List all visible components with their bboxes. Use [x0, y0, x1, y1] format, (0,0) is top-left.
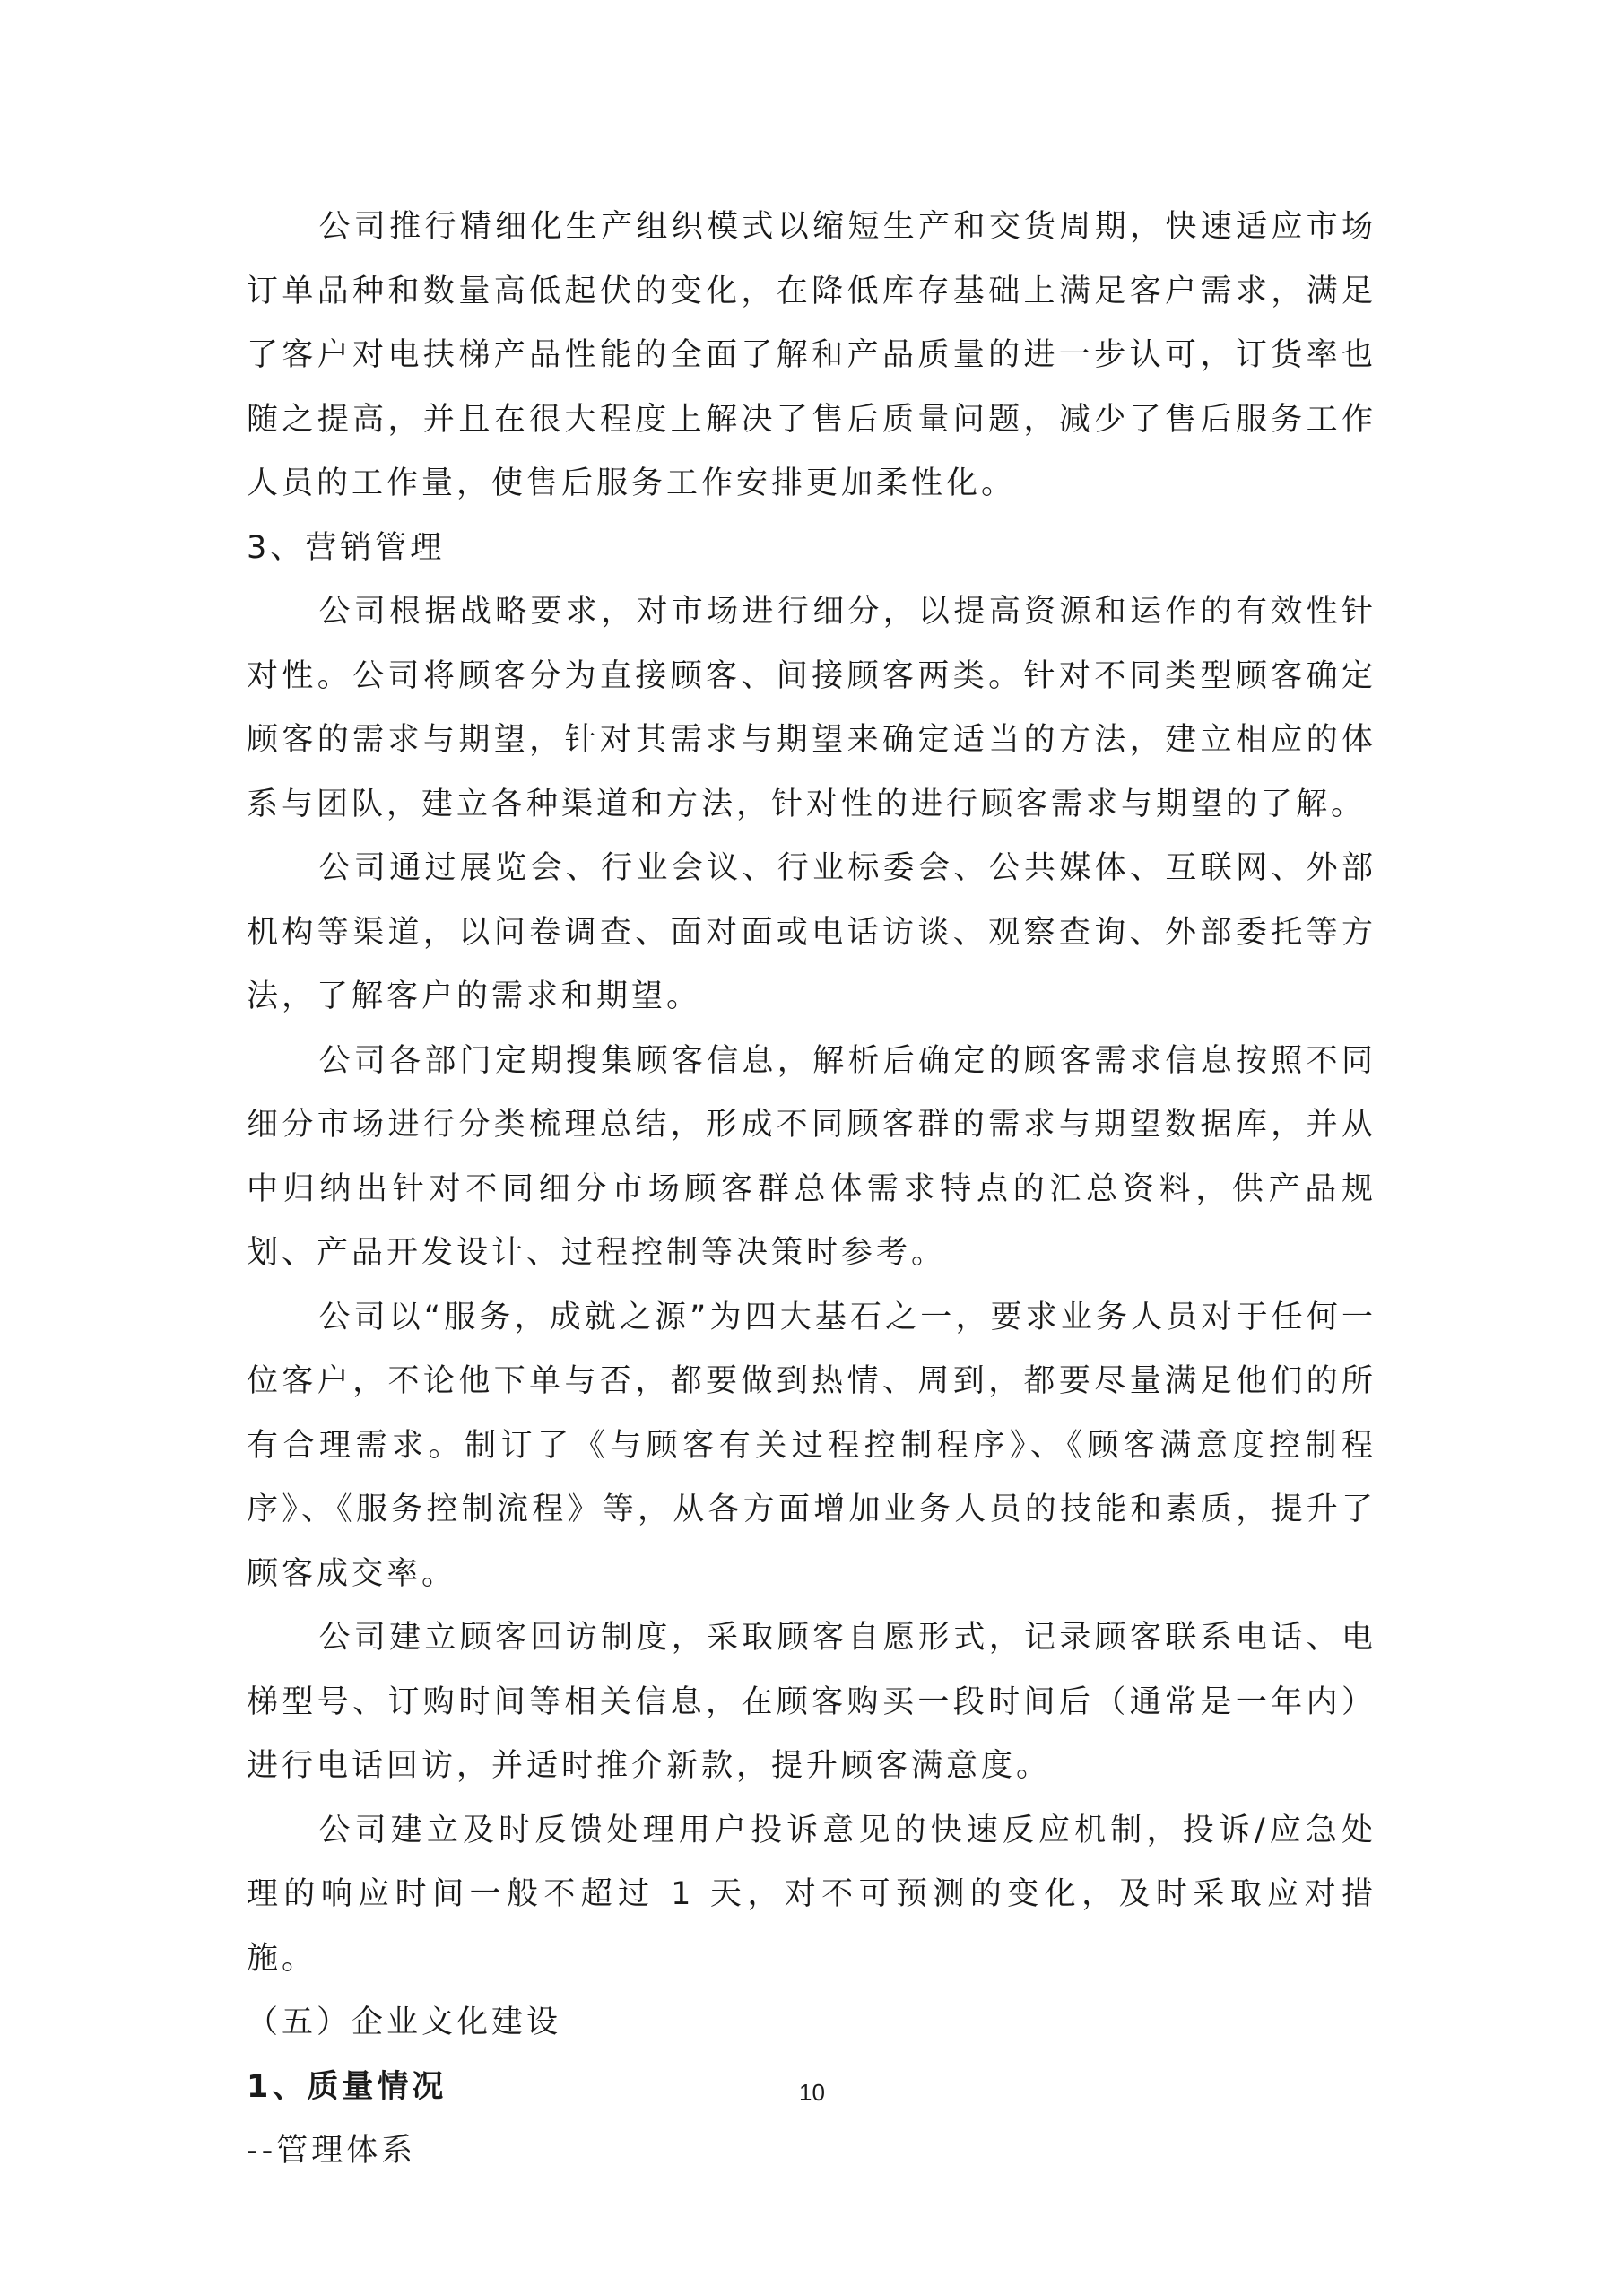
heading-quality: 1、质量情况: [247, 2068, 447, 2105]
page-number: 10: [799, 2079, 825, 2106]
heading-management-system: --管理体系: [247, 2133, 417, 2169]
paragraph-production: 公司推行精细化生产组织模式以缩短生产和交货周期，快速适应市场订单品种和数量高低起伏的变化，在降低库存基础上满足客户需求，满足了客户对电扶梯产品性能的全面了解和产品质量的进一步认可，订货率也随之提高，并且在很大程度上解决了售后质量问题，减少了售后服务工作人员的工作量，使售后服务工作安排更加柔性化。: [247, 209, 1376, 501]
heading-corporate-culture: （五）企业文化建设: [247, 2005, 562, 2040]
paragraph-customer-info: 公司各部门定期搜集顾客信息，解析后确定的顾客需求信息按照不同细分市场进行分类梳理总结，形成不同顾客群的需求与期望数据库，并从中归纳出针对不同细分市场顾客群总体需求特点的汇总资料，供产品规划、产品开发设计、过程控制等决策时参考。: [247, 1042, 1376, 1271]
paragraph-complaint-response: 公司建立及时反馈处理用户投诉意见的快速反应机制，投诉/应急处理的响应时间一般不超过 1 天，对不可预测的变化，及时采取应对措施。: [247, 1812, 1376, 1977]
paragraph-service: 公司以“服务，成就之源”为四大基石之一，要求业务人员对于任何一位客户，不论他下单与否，都要做到热情、周到，都要尽量满足他们的所有合理需求。制订了《与顾客有关过程控制程序》、《顾客满意度控制程序》、《服务控制流程》等，从各方面增加业务人员的技能和素质，提升了顾客成交率。: [247, 1299, 1376, 1592]
heading-marketing-management: 3、营销管理: [247, 529, 446, 566]
document-body: [247, 196, 1376, 2184]
paragraph-market-segmentation: 公司根据战略要求，对市场进行细分，以提高资源和运作的有效性针对性。公司将顾客分为直接顾客、间接顾客两类。针对不同类型顾客确定顾客的需求与期望，针对其需求与期望来确定适当的方法，建立相应的体系与团队，建立各种渠道和方法，针对性的进行顾客需求与期望的了解。: [247, 594, 1376, 822]
paragraph-channels: 公司通过展览会、行业会议、行业标委会、公共媒体、互联网、外部机构等渠道，以问卷调查、面对面或电话访谈、观察查询、外部委托等方法，了解客户的需求和期望。: [247, 850, 1376, 1014]
paragraph-return-visit: 公司建立顾客回访制度，采取顾客自愿形式，记录顾客联系电话、电梯型号、订购时间等相关信息，在顾客购买一段时间后（通常是一年内）进行电话回访，并适时推介新款，提升顾客满意度。: [247, 1620, 1376, 1784]
